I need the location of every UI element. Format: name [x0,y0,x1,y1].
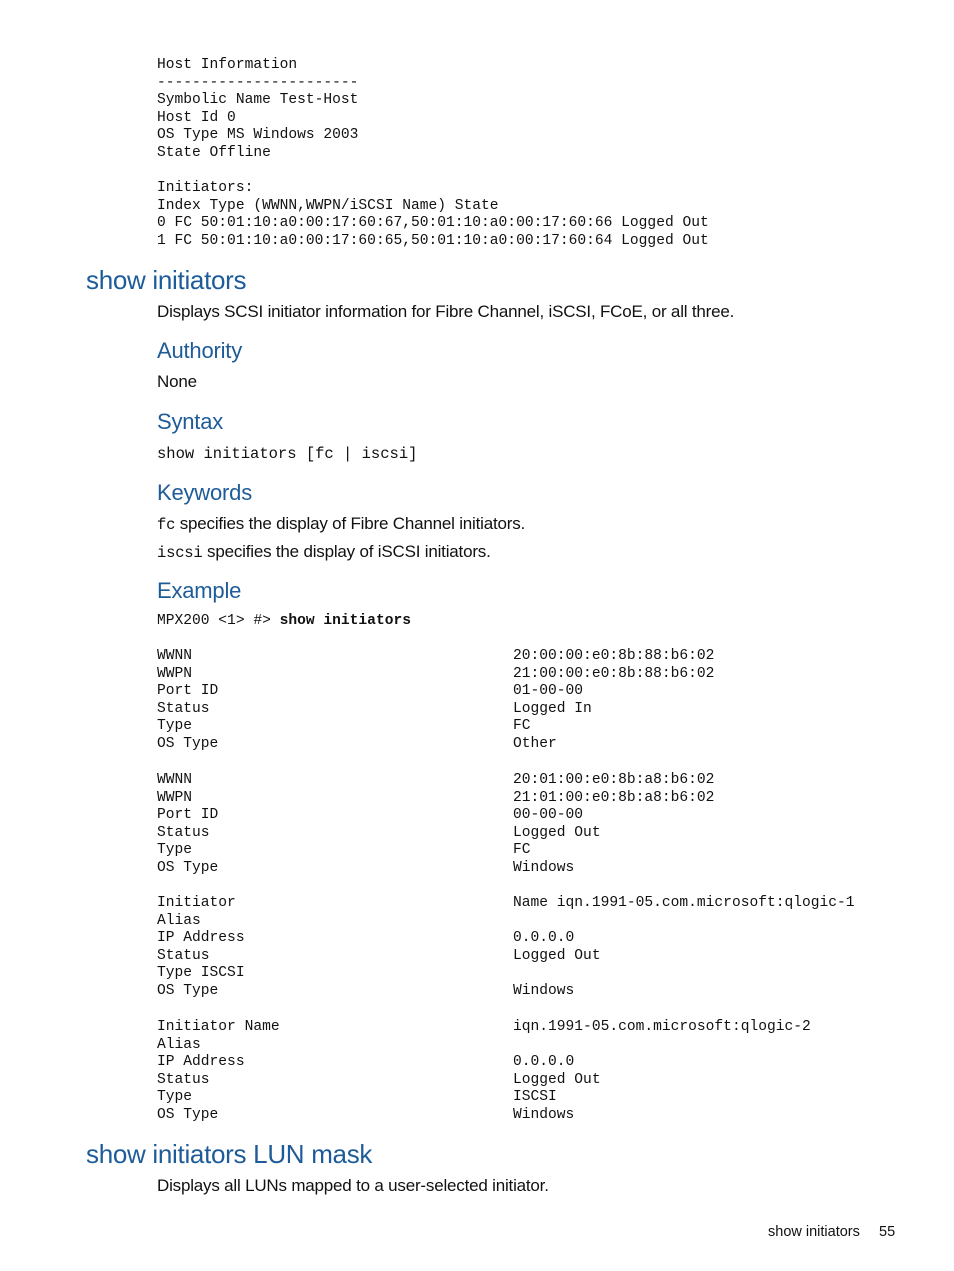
field-value: Logged Out [513,824,601,841]
table-row [157,718,917,736]
keyword-code: iscsi [157,544,203,562]
field-value: Logged In [513,700,592,717]
initiator-record-1 [157,648,917,754]
keyword-code: fc [157,516,176,534]
code-line: Symbolic Name Test-Host [157,92,359,109]
example-heading: Example [157,578,242,603]
field-label: Type [157,1089,193,1106]
field-label: IP Address [157,1054,245,1071]
code-line: OS Type MS Windows 2003 [157,127,359,144]
cli-prompt: MPX200 <1> #> [157,613,280,629]
table-row [157,1072,917,1090]
table-row [157,666,917,684]
field-label: Status [157,700,210,717]
table-row [157,701,917,719]
field-label: Port ID [157,807,219,824]
field-value: iqn.1991-05.com.microsoft:qlogic-2 [513,1019,811,1035]
table-row [157,772,917,790]
field-value: Name iqn.1991-05.com.microsoft:qlogic-1 [513,895,855,911]
table-row [157,930,917,948]
table-row [157,983,917,1001]
field-label: Port ID [157,683,219,700]
field-label: WWPN [157,789,193,806]
code-line: State Offline [157,144,271,161]
table-row [157,790,917,808]
field-value: FC [513,718,531,735]
footer-section-name: show initiators [768,1224,860,1240]
field-value: Windows [513,982,575,999]
field-value: Logged Out [513,947,601,964]
table-row [157,825,917,843]
table-row [157,895,917,913]
field-value: FC [513,842,531,859]
field-value: Other [513,735,557,752]
syntax-heading: Syntax [157,409,224,434]
field-value: 00-00-00 [513,807,584,824]
code-line: 0 FC 50:01:10:a0:00:17:60:67,50:01:10:a0:00:17:60:66 Logged Out [157,215,709,232]
table-row [157,1089,917,1107]
table-row [157,842,917,860]
table-row [157,948,917,966]
table-row [157,1107,917,1125]
table-row [157,913,917,931]
code-line: Host Id 0 [157,109,236,126]
field-label: Alias [157,1036,201,1053]
initiator-record-2 [157,772,917,878]
section-title-lun-mask: show initiators LUN mask [86,1139,373,1169]
syntax-code: show initiators [fc | iscsi] [157,445,418,463]
section-description: Displays SCSI initiator information for Fibre Channel, iSCSI, FCoE, or all three. [157,302,735,321]
field-label: WWNN [157,772,193,788]
field-label: OS Type [157,982,219,999]
cli-command: show initiators [279,613,411,629]
field-value: 21:00:00:e0:8b:88:b6:02 [513,665,715,682]
field-label: Alias [157,912,201,929]
field-label: OS Type [157,1106,219,1123]
field-value: 20:01:00:e0:8b:a8:b6:02 [513,772,715,788]
field-value: 0.0.0.0 [513,930,575,947]
field-label: WWPN [157,665,193,682]
footer-page-number: 55 [879,1224,896,1240]
field-value: Windows [513,859,575,876]
table-row [157,1019,917,1037]
field-label: Initiator Name [157,1019,280,1035]
table-row [157,736,917,754]
field-label: Status [157,1071,210,1088]
field-value: Logged Out [513,1071,601,1088]
section-description: Displays all LUNs mapped to a user-selected initiator. [157,1176,549,1195]
field-value: 20:00:00:e0:8b:88:b6:02 [513,648,715,664]
field-label: WWNN [157,648,193,664]
table-row [157,807,917,825]
section-title-show-initiators: show initiators [86,265,247,295]
authority-value: None [157,372,197,391]
field-value: Windows [513,1106,575,1123]
table-row [157,683,917,701]
field-label: Status [157,947,210,964]
field-label: IP Address [157,930,245,947]
table-row [157,1054,917,1072]
table-row [157,1037,917,1055]
table-row [157,965,917,983]
keyword-iscsi [157,541,491,564]
host-information-block [157,57,709,251]
field-label: Type [157,842,193,859]
code-line: 1 FC 50:01:10:a0:00:17:60:65,50:01:10:a0:00:17:60:64 Logged Out [157,232,709,249]
authority-heading: Authority [157,338,243,363]
initiator-record-4 [157,1019,917,1125]
code-line [157,163,709,181]
keywords-heading: Keywords [157,480,252,505]
keyword-description: specifies the display of iSCSI initiators. [202,542,491,561]
field-label: Status [157,824,210,841]
field-value: ISCSI [513,1089,557,1106]
field-label: OS Type [157,735,219,752]
field-label: OS Type [157,859,219,876]
keyword-description: specifies the display of Fibre Channel initiators. [175,514,526,533]
table-row [157,860,917,878]
code-line: Host Information [157,57,298,73]
field-value: 01-00-00 [513,683,584,700]
field-value: 21:01:00:e0:8b:a8:b6:02 [513,789,715,806]
code-line: ----------------------- [157,74,359,91]
keyword-fc [157,513,525,536]
field-label: Type ISCSI [157,965,245,982]
example-command-line [157,613,411,631]
code-line: Initiators: [157,180,254,197]
field-label: Initiator [157,895,236,911]
code-line: Index Type (WWNN,WWPN/iSCSI Name) State [157,197,499,214]
initiator-record-3 [157,895,917,1001]
field-label: Type [157,718,193,735]
field-value: 0.0.0.0 [513,1054,575,1071]
table-row [157,648,917,666]
